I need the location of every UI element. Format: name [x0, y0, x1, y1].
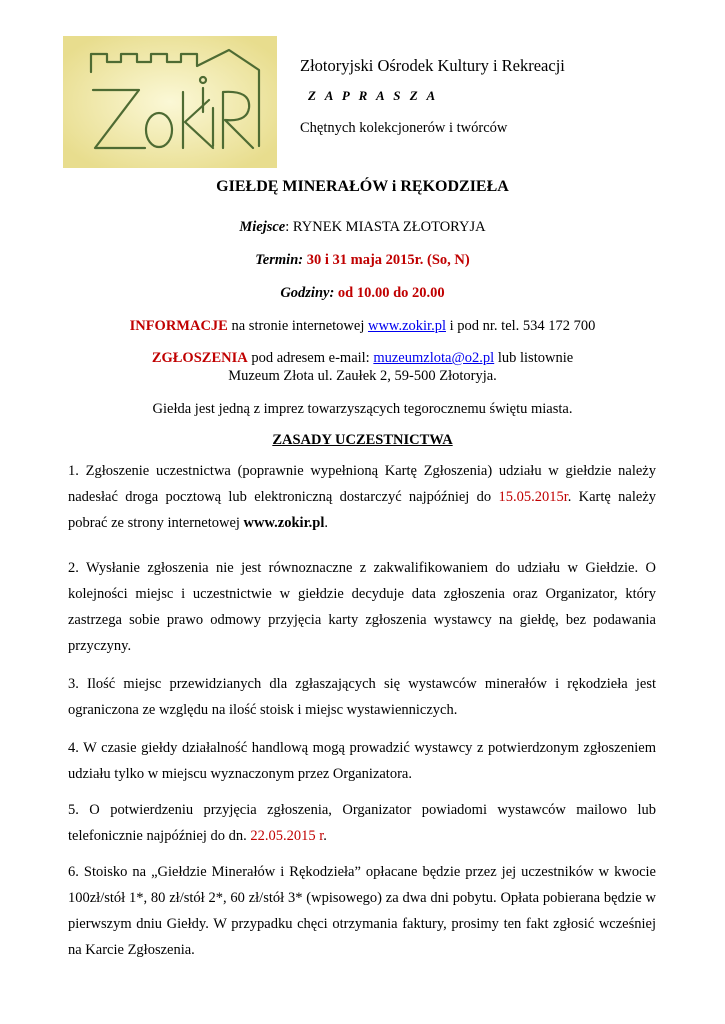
info-text-2: i pod nr. tel. 534 172 700	[445, 318, 596, 334]
hours-value: od 10.00 do 20.00	[334, 285, 445, 301]
invites-heading: Z A P R A S Z A	[308, 88, 439, 103]
rule-2: 2. Wysłanie zgłoszenia nie jest równoznaczne z zakwalifikowaniem do udziału w Giełdzie. O kolejności miejsc i uczestnictwie w giełdzie decyduje data zgłoszenia oraz Organizator, który zastrzega sobie prawo odmowy przyjęcia karty zgłoszenia wystawcy na giełdę, bez podawania przyczyny.	[68, 560, 656, 654]
term-label: Termin:	[255, 252, 304, 268]
invite-text: Chętnych kolekcjonerów i twórców	[300, 120, 508, 136]
organizer-name: Złotoryjski Ośrodek Kultury i Rekreacji	[300, 56, 565, 75]
rule-6: 6. Stoisko na „Giełdzie Minerałów i Rękodzieła” opłacane będzie przez jej uczestników w kwocie 100zł/stół 1*, 80 zł/stół 2*, 60 zł/stół 3* (wpisowego) za dwa dni pobytu. Opłata pobierana będzie w pierwszym dniu Giełdy. W przypadku chęci otrzymania faktury, prosimy ten fakt zgłosić wcześniej na Karcie Zgłoszenia.	[68, 864, 656, 958]
website-link[interactable]: www.zokir.pl	[367, 318, 446, 334]
rule-1-website: www.zokir.pl	[243, 515, 325, 531]
rule-1	[68, 458, 656, 536]
rule-1-text-3: .	[324, 515, 329, 531]
rule-1-text: 1. Zgłoszenie uczestnictwa (poprawnie wypełnioną Kartę Zgłoszenia) udziału w giełdzie należy nadesłać droga pocztową lub elektroniczną dostarczyć najpóźniej do	[68, 463, 656, 505]
signup-label: ZGŁOSZENIA	[151, 350, 248, 366]
rule-5	[68, 797, 656, 849]
signup-address: Muzeum Złota ul. Zaułek 2, 59-500 Złotoryja.	[228, 368, 497, 384]
info-line	[0, 318, 725, 335]
rule-1-deadline: 15.05.2015r	[498, 489, 568, 505]
event-note: Giełda jest jedną z imprez towarzyszących tegorocznemu świętu miasta.	[152, 401, 573, 417]
event-hours	[0, 285, 725, 302]
signup-text-2: lub listownie	[494, 350, 574, 366]
rule-3: 3. Ilość miejsc przewidzianych dla zgłaszających się wystawców minerałów i rękodzieła jest ograniczona ze względu na ilość stoisk i miejsc wystawienniczych.	[68, 676, 656, 718]
event-title: GIEŁDĘ MINERAŁÓW i RĘKODZIEŁA	[216, 178, 509, 195]
zokir-logo-graphic	[63, 36, 277, 168]
zokir-logo	[63, 36, 277, 168]
signup-line	[0, 350, 725, 367]
signup-text-1: pod adresem e-mail:	[247, 350, 374, 366]
info-text-1: na stronie internetowej	[227, 318, 368, 334]
hours-label: Godziny:	[280, 285, 335, 301]
rule-1-text-2: . Kartę należy pobrać ze strony internetowej	[68, 489, 656, 531]
rule-4: 4. W czasie giełdy działalność handlową mogą prowadzić wystawcy z potwierdzonym zgłoszeniem udziału tylko w miejscu wyznaczonym przez Organizatora.	[68, 740, 656, 782]
event-term	[0, 252, 725, 269]
rule-5-text: 5. O potwierdzeniu przyjęcia zgłoszenia, Organizator powiadomi wystawców mailowo lub telefonicznie najpóźniej do dn.	[68, 802, 656, 844]
rule-5-deadline: 22.05.2015 r	[250, 828, 324, 844]
place-value: : RYNEK MIASTA ZŁOTORYJA	[285, 219, 486, 235]
rule-5-text-2: .	[323, 828, 327, 844]
term-value: 30 i 31 maja 2015r. (So, N)	[303, 252, 470, 268]
rules-heading: ZASADY UCZESTNICTWA	[272, 432, 453, 448]
info-label: INFORMACJE	[129, 318, 228, 334]
place-label: Miejsce	[239, 219, 286, 235]
event-place	[0, 219, 725, 236]
email-link[interactable]: muzeumzlota@o2.pl	[373, 350, 495, 366]
